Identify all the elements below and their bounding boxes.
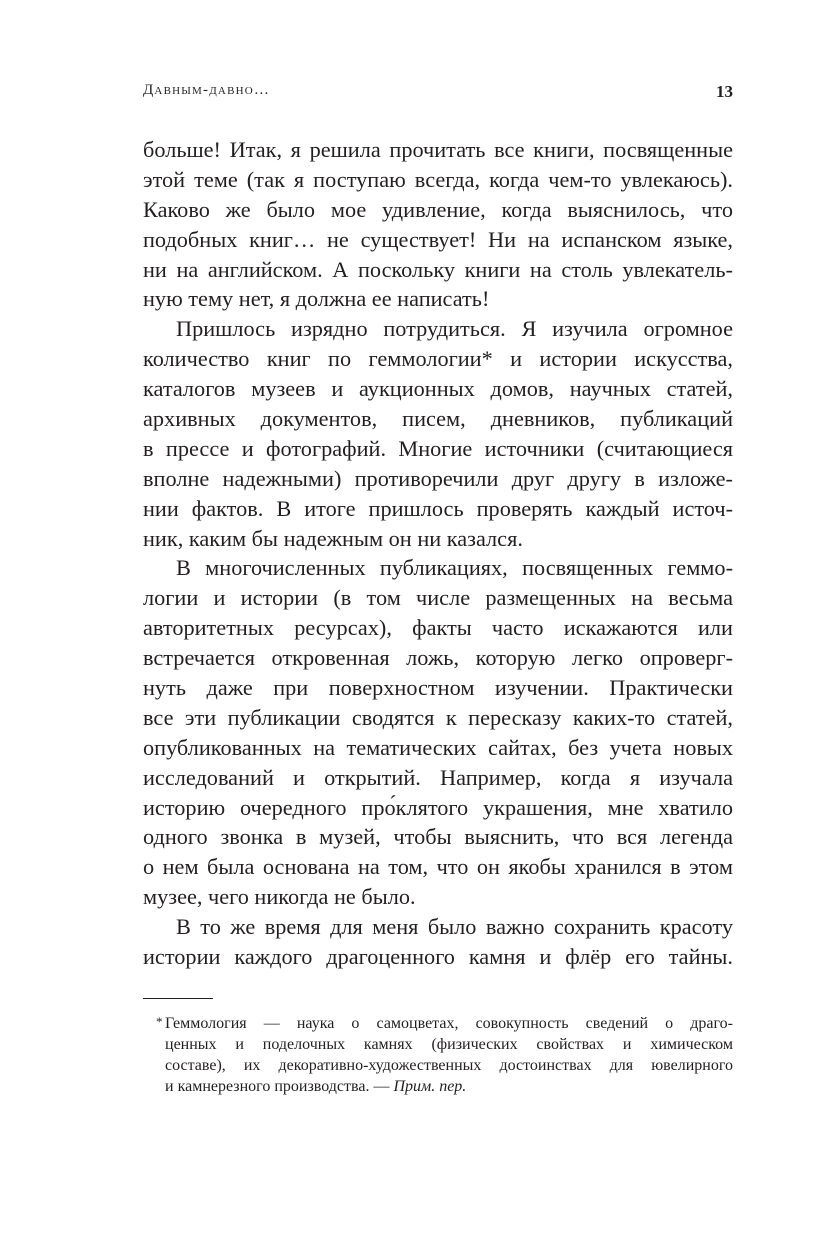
text-line: ную тему нет, я должна ее написать! <box>143 286 490 312</box>
body-text <box>143 135 733 972</box>
paragraph <box>143 553 733 912</box>
text-line: нуть даже при поверхностном изучении. Практически <box>143 675 733 701</box>
paragraph <box>143 912 733 972</box>
text-line: истории каждого драгоценного камня и флёр его тайны. <box>143 944 733 970</box>
text-line: логии и истории (в том числе размещенных на весьма <box>143 585 733 611</box>
footnote-line-text: и камнерезного производства. — <box>165 1078 390 1095</box>
text-line: в прессе и фотографий. Многие источники (считающиеся <box>143 435 733 461</box>
text-line: В то же время для меня было важно сохранить красоту <box>176 914 733 940</box>
running-header <box>143 82 733 108</box>
text-line: исследований и открытий. Например, когда я изучала <box>143 764 733 790</box>
paragraph <box>143 314 733 553</box>
footnote-attribution: Прим. пер. <box>393 1078 467 1095</box>
footnote-line: ценных и поделочных камнях (физических свойствах и химическом <box>165 1036 733 1053</box>
text-line: музее, чего никогда не было. <box>143 884 416 910</box>
text-line: этой теме (так я поступаю всегда, когда чем-то увлекаюсь). <box>143 166 733 192</box>
text-line: ни на английском. А поскольку книги на столь увлекатель- <box>143 256 733 282</box>
text-line: архивных документов, писем, дневников, публикаций <box>143 406 733 432</box>
text-line: В многочисленных публикациях, посвященных геммо- <box>176 555 733 581</box>
text-line: историю очередного про́клятого украшения, мне хватило <box>143 794 733 820</box>
text-line: вполне надежными) противоречили друг другу в изложе- <box>143 465 733 491</box>
footnote <box>156 1013 733 1097</box>
running-title: Давным-давно… <box>143 82 271 98</box>
text-line: авторитетных ресурсах), факты часто искажаются или <box>143 615 733 641</box>
text-line: нии фактов. В итоге пришлось проверять каждый источ- <box>143 495 733 521</box>
text-line: Каково же было мое удивление, когда выяснилось, что <box>143 196 733 222</box>
page-number: 13 <box>716 82 733 101</box>
text-line: ник, каким бы надежным он ни казался. <box>143 525 523 551</box>
text-line: встречается откровенная ложь, которую легко опроверг- <box>143 645 733 671</box>
footnote-line: составе), их декоративно-художественных достоинствах для ювелирного <box>165 1057 733 1074</box>
text-line: подобных книг… не существует! Ни на испанском языке, <box>143 226 733 252</box>
text-line: количество книг по геммологии* и истории искусства, <box>143 346 733 372</box>
text-line: каталогов музеев и аукционных домов, научных статей, <box>143 376 733 402</box>
footnote-line <box>165 1076 733 1097</box>
text-line: опубликованных на тематических сайтах, без учета новых <box>143 734 733 760</box>
text-line: одного звонка в музей, чтобы выяснить, что вся легенда <box>143 824 733 850</box>
text-line: Пришлось изрядно потрудиться. Я изучила огромное <box>176 316 733 342</box>
footnote-marker: * <box>156 1014 163 1029</box>
text-line: больше! Итак, я решила прочитать все книги, посвященные <box>143 137 733 162</box>
text-line: о нем была основана на том, что он якобы хранился в этом <box>143 854 733 880</box>
footnote-line: Геммология — наука о самоцветах, совокупность сведений о драго- <box>165 1015 733 1032</box>
text-line: все эти публикации сводятся к пересказу каких-то статей, <box>143 704 733 730</box>
footnote-rule <box>143 998 213 999</box>
paragraph <box>143 135 733 314</box>
